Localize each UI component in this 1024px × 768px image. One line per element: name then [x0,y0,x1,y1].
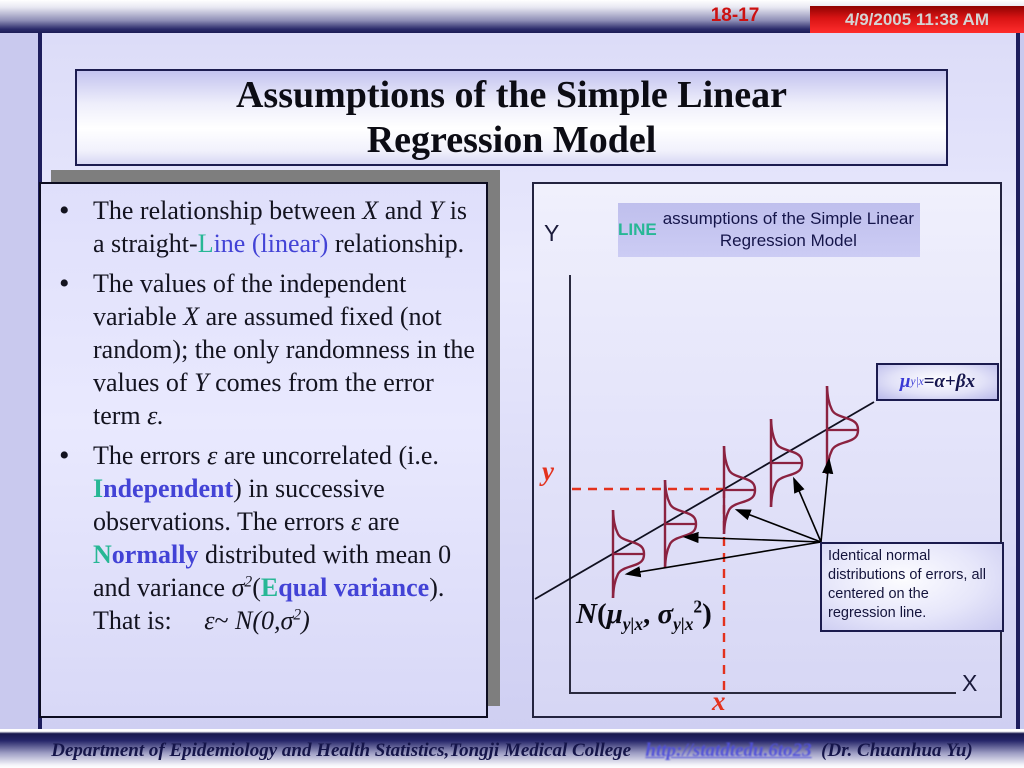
y-axis-label: Y [544,220,560,246]
regression-plot-canvas [534,184,1000,716]
list-item: • The values of the independent variable X are assumed fixed (not random); the only randomness in the values of Y comes from the error term ε. [57,267,480,432]
point-x-label: x [712,686,726,716]
top-bar [0,0,1024,33]
regression-equation-box: μ y|x = α + β x [876,363,999,401]
footer-link[interactable]: http://statdtedu.6to23 [645,740,812,761]
assumptions-text-box [39,182,488,718]
footer-department: Department of Epidemiology and Health Statistics,Tongji Medical College [51,740,632,761]
list-item: • The relationship between X and Y is a straight-Line (linear) relationship. [57,194,480,260]
assumptions-list [57,194,480,637]
timestamp-text: 4/9/2005 11:38 AM [845,9,989,29]
footer-bar [0,729,1024,768]
errors-annotation-box: Identical normal distributions of errors, all centered on the regression line. [820,542,1004,632]
footer-author: (Dr. Chuanhua Yu) [821,740,973,761]
title-box [75,69,948,166]
annotation-arrows [627,460,829,574]
diagram-caption: LINE assumptions of the Simple Linear Regression Model [618,203,920,257]
x-axis-label: X [962,670,978,696]
list-item: • The errors ε are uncorrelated (i.e. Independent) in successive observations. The errors ε are Normally distributed with mean 0 and variance $\sigma^2(Equal$ variance). That is: ε~ $N(0,\sigma^2)$ [57,439,480,637]
footer-text [51,740,972,768]
regression-diagram [532,182,1002,718]
slide-number: 18-17 [710,5,760,26]
normal-distribution-formula: $N(\mu_{y|x}$, $\sigma_{y|x}^2$) [576,596,712,634]
point-y-label: y [542,456,554,486]
timestamp-badge [810,6,1024,33]
frame-border-right [1016,33,1020,729]
page-title: Assumptions of the Simple Linear Regression Model [235,74,788,161]
